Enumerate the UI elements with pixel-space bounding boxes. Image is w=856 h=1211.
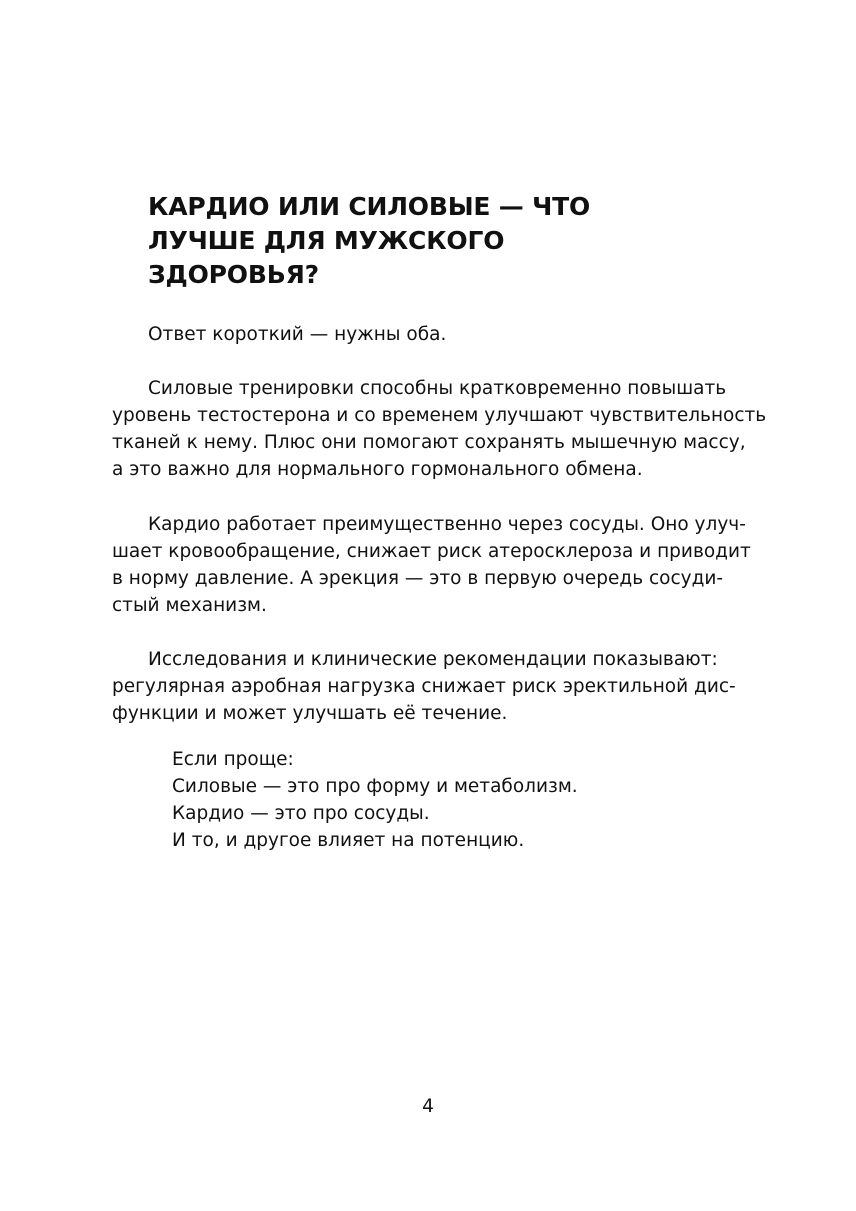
- summary-line: Кардио — это про сосуды.: [172, 803, 430, 824]
- page-title: [148, 190, 668, 292]
- paragraph-cardio: [112, 511, 751, 619]
- page-number: 4: [422, 1096, 434, 1117]
- paragraph-research: [112, 646, 736, 727]
- paragraph-line: шает кровообращение, снижает риск атеросклероза и приводит: [112, 541, 751, 562]
- title-line: ЛУЧШЕ ДЛЯ МУЖСКОГО: [148, 226, 505, 255]
- paragraph-strength: [112, 375, 767, 483]
- paragraph-line: Силовые тренировки способны кратковременно повышать: [148, 378, 727, 399]
- paragraph-line: в норму давление. А эрекция — это в первую очередь сосуди-: [112, 568, 724, 589]
- summary-line: И то, и другое влияет на потенцию.: [172, 830, 525, 851]
- paragraph-line: Кардио работает преимущественно через сосуды. Оно улуч-: [148, 514, 746, 535]
- paragraph-line: а это важно для нормального гормонального обмена.: [112, 459, 643, 480]
- paragraph-line: регулярная аэробная нагрузка снижает риск эректильной дис-: [112, 676, 736, 697]
- intro-text: Ответ короткий — нужны оба.: [148, 324, 447, 345]
- paragraph-line: уровень тестостерона и со временем улучшают чувствительность: [112, 405, 767, 426]
- paragraph-line: функции и может улучшать её течение.: [112, 703, 508, 724]
- paragraph-line: тканей к нему. Плюс они помогают сохранять мышечную массу,: [112, 432, 746, 453]
- paragraph-line: стый механизм.: [112, 595, 267, 616]
- summary-block: [172, 746, 578, 854]
- title-line: ЗДОРОВЬЯ?: [148, 260, 319, 289]
- summary-line: Если проще:: [172, 749, 294, 770]
- summary-line: Силовые — это про форму и метаболизм.: [172, 776, 578, 797]
- paragraph-line: Исследования и клинические рекомендации показывают:: [148, 649, 718, 670]
- title-line: КАРДИО ИЛИ СИЛОВЫЕ — ЧТО: [148, 192, 591, 221]
